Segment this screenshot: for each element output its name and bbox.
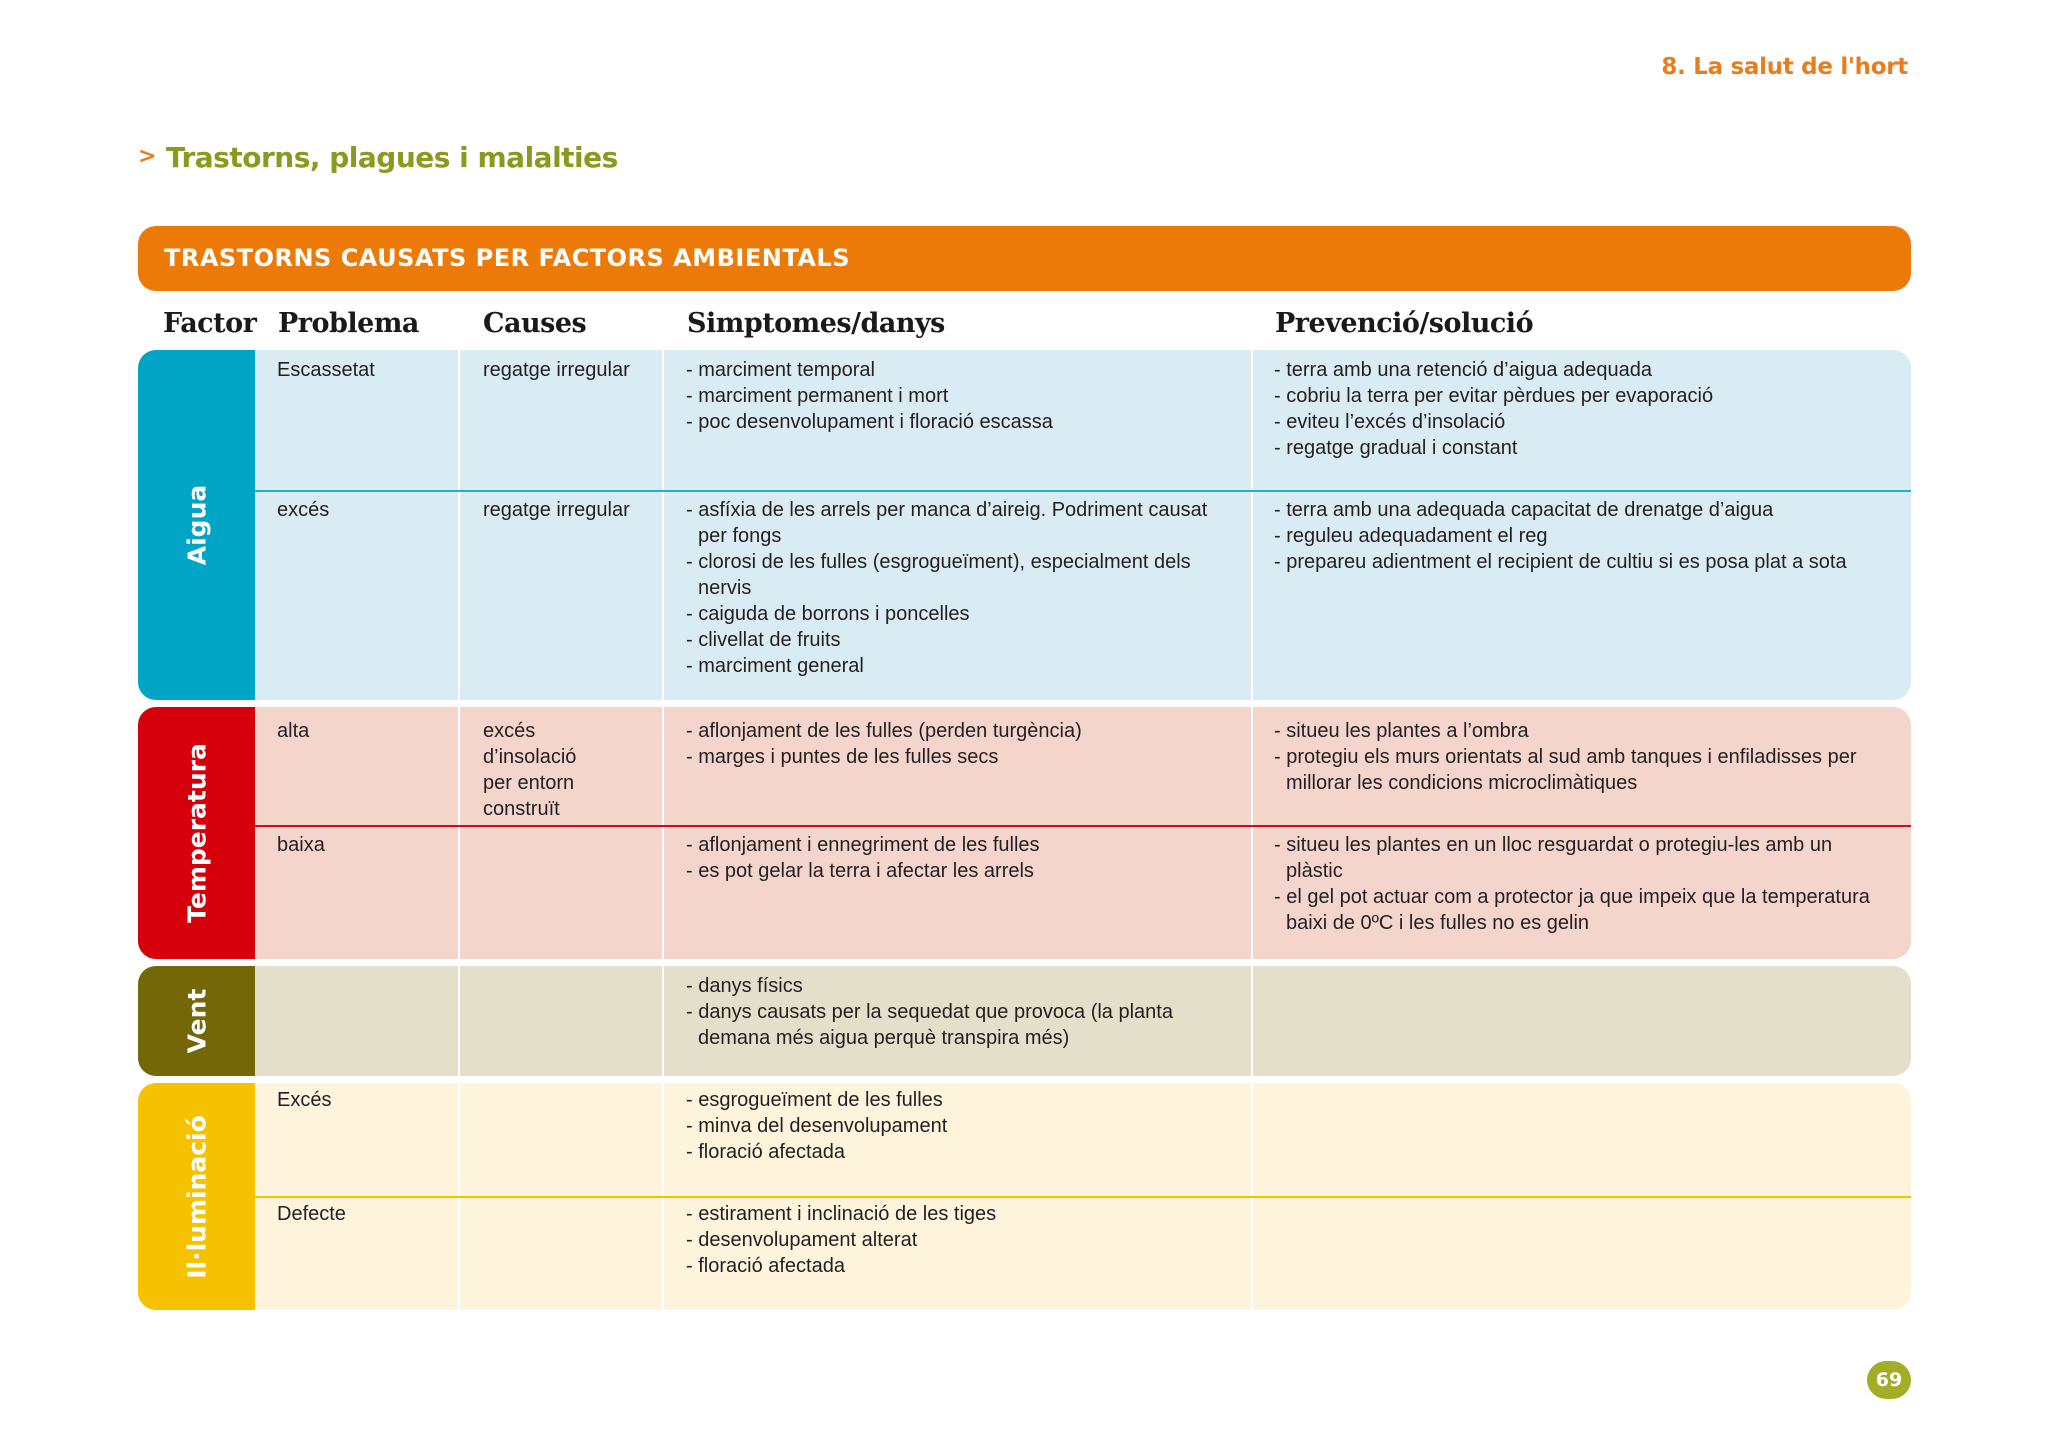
list-item: - regatge gradual i constant [1274,435,1894,461]
list-item: - clivellat de fruits [686,627,1231,653]
list-item: - situeu les plantes a l’ombra [1274,718,1894,744]
symptoms-cell [686,497,1231,679]
symptoms-cell [686,357,1231,435]
list-item: - cobriu la terra per evitar pèrdues per evaporació [1274,383,1894,409]
symptoms-cell [686,832,1231,884]
factor-label: Il·luminació [182,1114,211,1279]
page-number: 69 [1867,1361,1911,1399]
list-item: - marciment general [686,653,1231,679]
solutions-cell [1274,497,1894,575]
symptoms-cell [686,973,1231,1051]
list-item: - situeu les plantes en un lloc resguardat o protegiu-les amb un plàstic [1274,832,1894,884]
chevron-right-icon: > [138,144,156,169]
problem-cell: Defecte [277,1203,346,1225]
problem-cell: Excés [277,1089,332,1111]
list-item: - marciment temporal [686,357,1231,383]
list-item: - es pot gelar la terra i afectar les arrels [686,858,1231,884]
factor-group-temperatura [138,707,1911,959]
list-item: - desenvolupament alterat [686,1227,1231,1253]
row-divider [255,1196,1911,1198]
list-item: - marges i puntes de les fulles secs [686,744,1231,770]
list-item: - floració afectada [686,1253,1231,1279]
factor-tab [138,1083,255,1310]
factor-label: Vent [182,988,211,1054]
table-banner-title: TRASTORNS CAUSATS PER FACTORS AMBIENTALS [164,244,850,272]
list-item: - prepareu adientment el recipient de cultiu si es posa plat a sota [1274,549,1894,575]
chapter-title: 8. La salut de l'hort [1661,54,1908,80]
column-header-problem: Problema [278,308,419,339]
section-title [138,141,618,174]
list-item: - asfíxia de les arrels per manca d’aireig. Podriment causat per fongs [686,497,1231,549]
symptoms-cell [686,1201,1231,1279]
list-item: - clorosi de les fulles (esgrogueïment), especialment dels nervis [686,549,1231,601]
causes-cell: regatge irregular [483,359,630,381]
list-item: - aflonjament i ennegriment de les fulles [686,832,1231,858]
solutions-cell [1274,832,1894,936]
table-banner [138,226,1911,291]
list-item: - danys causats per la sequedat que provoca (la planta demana més aigua perquè transpira més) [686,999,1231,1051]
factor-tab [138,350,255,700]
factor-group-aigua [138,350,1911,700]
list-item: - aflonjament de les fulles (perden turgència) [686,718,1231,744]
list-item: - estirament i inclinació de les tiges [686,1201,1231,1227]
solutions-cell [1274,718,1894,796]
section-title-text: Trastorns, plagues i malalties [165,141,618,174]
symptoms-cell [686,718,1231,770]
list-item: - protegiu els murs orientats al sud amb tanques i enfiladisses per millorar les condicions microclimàtiques [1274,744,1894,796]
column-header-causes: Causes [483,308,587,339]
problem-cell: baixa [277,834,325,856]
list-item: - poc desenvolupament i floració escassa [686,409,1231,435]
factor-label: Aigua [182,484,211,566]
symptoms-cell [686,1087,1231,1165]
problem-cell: excés [277,499,330,521]
column-header-symptoms: Simptomes/danys [687,308,945,339]
list-item: - terra amb una retenció d’aigua adequada [1274,357,1894,383]
causes-cell: excés d’insolació per entorn construït [483,720,577,820]
column-header-factor: Factor [163,308,257,339]
causes-cell: regatge irregular [483,499,630,521]
list-item: - marciment permanent i mort [686,383,1231,409]
list-item: - el gel pot actuar com a protector ja que impeix que la temperatura baixi de 0ºC i les fulles no es gelin [1274,884,1894,936]
factor-label: Temperatura [182,743,211,923]
problem-cell: alta [277,720,310,742]
list-item: - reguleu adequadament el reg [1274,523,1894,549]
factor-tab [138,966,255,1076]
problem-cell: Escassetat [277,359,375,381]
factor-group-illuminacio [138,1083,1911,1310]
list-item: - minva del desenvolupament [686,1113,1231,1139]
factor-group-vent [138,966,1911,1076]
list-item: - terra amb una adequada capacitat de drenatge d’aigua [1274,497,1894,523]
list-item: - caiguda de borrons i poncelles [686,601,1231,627]
row-divider [255,825,1911,827]
list-item: - esgrogueïment de les fulles [686,1087,1231,1113]
row-divider [255,490,1911,492]
list-item: - floració afectada [686,1139,1231,1165]
list-item: - eviteu l’excés d’insolació [1274,409,1894,435]
factor-tab [138,707,255,959]
solutions-cell [1274,357,1894,461]
column-header-solutions: Prevenció/solució [1275,308,1534,339]
list-item: - danys físics [686,973,1231,999]
